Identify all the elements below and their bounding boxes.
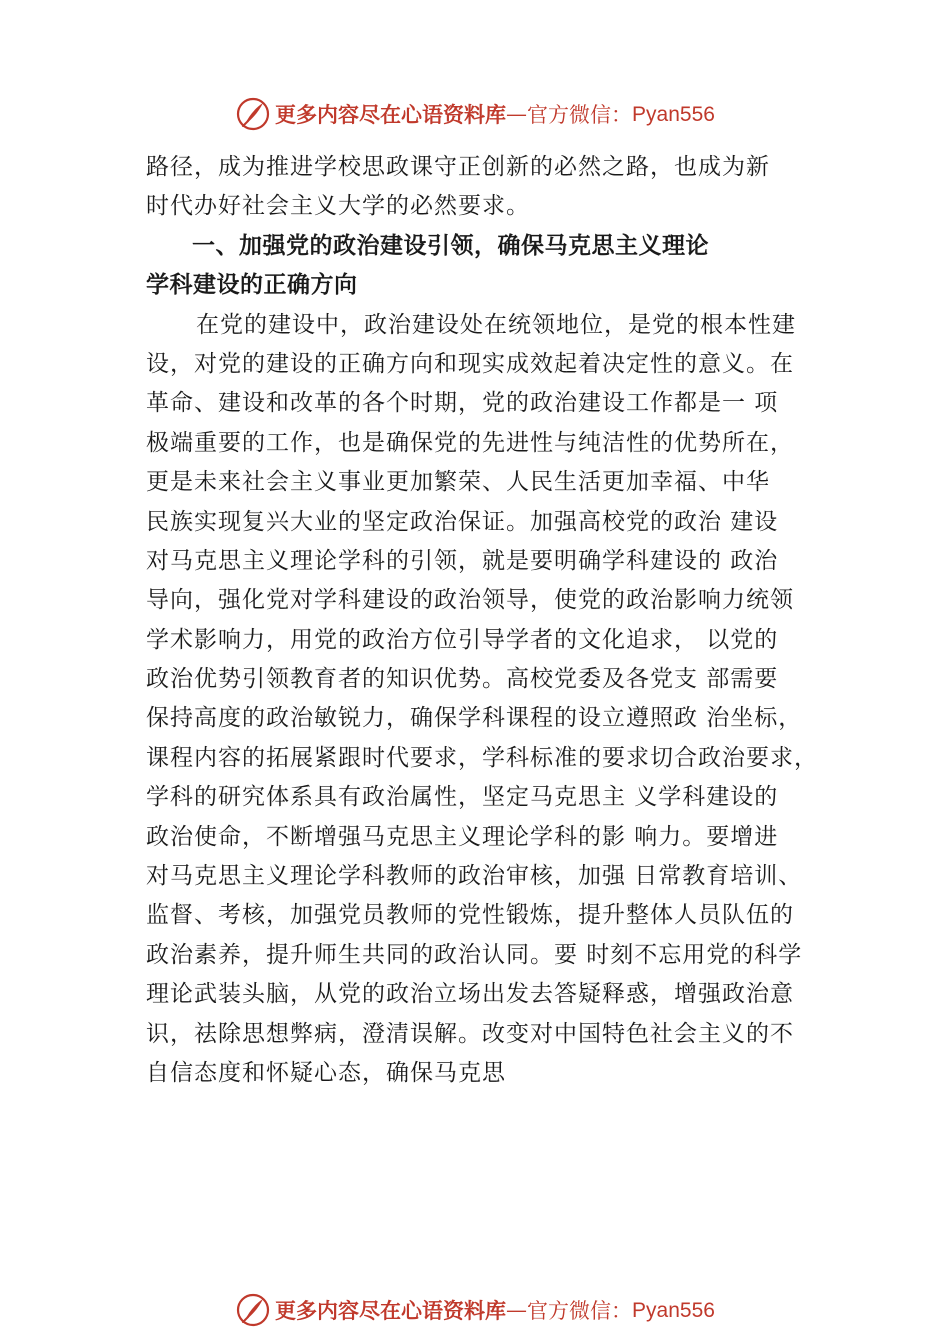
- document-body: [146, 148, 856, 1093]
- body-line: 政治优势引领教育者的知识优势。高校党委及各党支 部需要: [146, 666, 779, 693]
- body-line: 时代办好社会主义大学的必然要求。: [146, 193, 530, 220]
- body-line: 政治素养，提升师生共同的政治认同。要 时刻不忘用党的科学: [146, 941, 803, 968]
- watermark-contact-id: Pyan556: [632, 1298, 715, 1322]
- body-line: 路径，成为推进学校思政课守正创新的必然之路，也成为新: [146, 154, 770, 180]
- section-heading: 一、加强党的政治建设引领，确保马克思主义理论: [192, 232, 709, 259]
- body-line: 设，对党的建设的正确方向和现实成效起着决定性的意义。在: [146, 350, 794, 377]
- body-line: 民族实现复兴大业的坚定政治保证。加强高校党的政治 建设: [146, 508, 779, 535]
- watermark-contact-id: Pyan556: [632, 102, 715, 126]
- body-line: 保持高度的政治敏锐力，确保学科课程的设立遵照政 治坐标，: [146, 705, 803, 732]
- body-line: 导向，强化党对学科建设的政治领导，使党的政治影响力统领: [146, 587, 794, 614]
- watermark-contact-label: 官方微信：: [527, 103, 633, 127]
- body-line: 在党的建设中，政治建设处在统领地位，是党的根本性建: [196, 311, 796, 338]
- watermark-separator: —: [506, 1298, 528, 1322]
- watermark-site-text: 更多内容尽在心语资料库: [275, 1298, 507, 1323]
- body-line: 学术影响力，用党的政治方位引导学者的文化追求， 以党的: [146, 626, 779, 653]
- body-line: 学科的研究体系具有政治属性，坚定马克思主 义学科建设的: [146, 784, 779, 811]
- watermark-site-text: 更多内容尽在心语资料库: [275, 102, 507, 127]
- section-heading: 学科建设的正确方向: [146, 272, 358, 299]
- header-watermark: [0, 92, 950, 136]
- body-line: 识，祛除思想弊病，澄清误解。改变对中国特色社会主义的不: [146, 1020, 794, 1047]
- body-line: 极端重要的工作，也是确保党的先进性与纯洁性的优势所在，: [146, 429, 794, 456]
- body-line: 对马克思主义理论学科的引领，就是要明确学科建设的 政治: [146, 547, 779, 574]
- body-line: 课程内容的拓展紧跟时代要求，学科标准的要求切合政治要求，: [146, 744, 818, 771]
- body-line: 政治使命，不断增强马克思主义理论学科的影 响力。要增进: [146, 823, 779, 850]
- watermark-separator: —: [506, 102, 528, 126]
- body-line: 更是未来社会主义事业更加繁荣、人民生活更加幸福、中华: [146, 469, 770, 496]
- body-line: 革命、建设和改革的各个时期，党的政治建设工作都是一 项: [146, 390, 779, 417]
- body-line: 对马克思主义理论学科教师的政治审核，加强 日常教育培训、: [146, 863, 803, 890]
- footer-watermark: [0, 1288, 950, 1332]
- body-line: 理论武装头脑，从党的政治立场出发去答疑释惑，增强政治意: [146, 981, 794, 1008]
- quill-pen-logo-icon: [235, 1292, 271, 1328]
- body-line: 自信态度和怀疑心态，确保马克思: [146, 1059, 506, 1086]
- body-line: 监督、考核，加强党员教师的党性锻炼，提升整体人员队伍的: [146, 902, 794, 929]
- quill-pen-logo-icon: [235, 96, 271, 132]
- watermark-contact-label: 官方微信：: [527, 1299, 633, 1323]
